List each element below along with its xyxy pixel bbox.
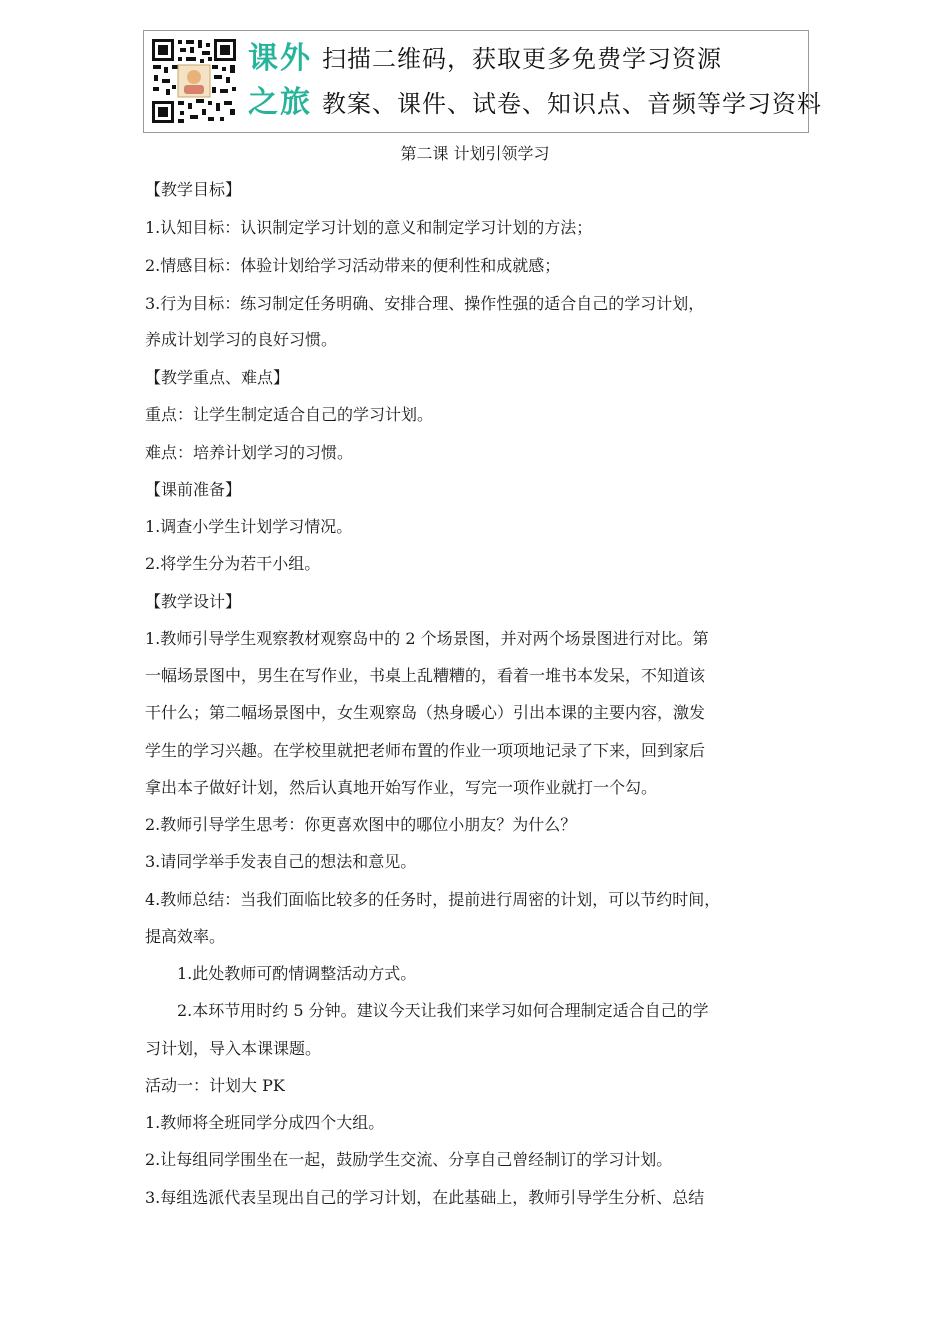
text-line: 2.本环节用时约 5 分钟。建议今天让我们来学习如何合理制定适合自己的学 bbox=[145, 1001, 709, 1020]
text-line: 重点：让学生制定适合自己的学习计划。 bbox=[145, 405, 434, 424]
page-title: 第二课 计划引领学习 bbox=[400, 144, 550, 163]
text-line: 难点：培养计划学习的习惯。 bbox=[145, 443, 354, 462]
qr-code-icon[interactable] bbox=[150, 37, 238, 125]
brand-logo-text bbox=[248, 37, 314, 127]
text-line: 学生的学习兴趣。在学校里就把老师布置的作业一项项地记录了下来，回到家后 bbox=[145, 741, 706, 760]
text-line: 【教学重点、难点】 bbox=[145, 368, 290, 387]
text-line: 4.教师总结：当我们面临比较多的任务时，提前进行周密的计划，可以节约时间， bbox=[145, 890, 721, 909]
text-line: 3.行为目标：练习制定任务明确、安排合理、操作性强的适合自己的学习计划， bbox=[145, 294, 705, 313]
text-line: 1.教师引导学生观察教材观察岛中的 2 个场景图，并对两个场景图进行对比。第 bbox=[145, 629, 709, 648]
text-line: 干什么；第二幅场景图中，女生观察岛（热身暖心）引出本课的主要内容，激发 bbox=[145, 703, 706, 722]
text-line: 1.教师将全班同学分成四个大组。 bbox=[145, 1113, 385, 1132]
text-line: 拿出本子做好计划，然后认真地开始写作业，写完一项作业就打一个勾。 bbox=[145, 778, 658, 797]
text-line: 3.每组选派代表呈现出自己的学习计划，在此基础上，教师引导学生分析、总结 bbox=[145, 1188, 705, 1207]
brand-line-1: 课外 bbox=[248, 41, 312, 76]
text-line: 2.教师引导学生思考：你更喜欢图中的哪位小朋友？为什么？ bbox=[145, 815, 577, 834]
text-line: 1.此处教师可酌情调整活动方式。 bbox=[145, 964, 417, 983]
text-line: 2.让每组同学围坐在一起，鼓励学生交流、分享自己曾经制订的学习计划。 bbox=[145, 1150, 673, 1169]
text-line: 一幅场景图中，男生在写作业，书桌上乱糟糟的，看着一堆书本发呆，不知道该 bbox=[145, 666, 706, 685]
text-line: 1.调查小学生计划学习情况。 bbox=[145, 517, 353, 536]
text-line: 活动一：计划大 PK bbox=[145, 1076, 285, 1095]
slogan-line-1: 扫描二维码，获取更多免费学习资源 bbox=[322, 45, 722, 73]
brand-line-2: 之旅 bbox=[248, 85, 312, 120]
text-line: 1.认知目标：认识制定学习计划的意义和制定学习计划的方法； bbox=[145, 218, 593, 237]
text-line: 2.情感目标：体验计划给学习活动带来的便利性和成就感； bbox=[145, 256, 561, 275]
text-line: 习计划，导入本课课题。 bbox=[145, 1039, 322, 1058]
text-line: 3.请同学举手发表自己的想法和意见。 bbox=[145, 852, 417, 871]
text-line: 2.将学生分为若干小组。 bbox=[145, 554, 321, 573]
text-line: 【教学目标】 bbox=[145, 180, 242, 199]
text-line: 【课前准备】 bbox=[145, 480, 242, 499]
text-line: 提高效率。 bbox=[145, 927, 226, 946]
text-line: 【教学设计】 bbox=[145, 592, 242, 611]
text-line: 养成计划学习的良好习惯。 bbox=[145, 330, 338, 349]
slogan-line-2: 教案、课件、试卷、知识点、音频等学习资料 bbox=[322, 90, 822, 118]
header-banner bbox=[143, 30, 822, 133]
